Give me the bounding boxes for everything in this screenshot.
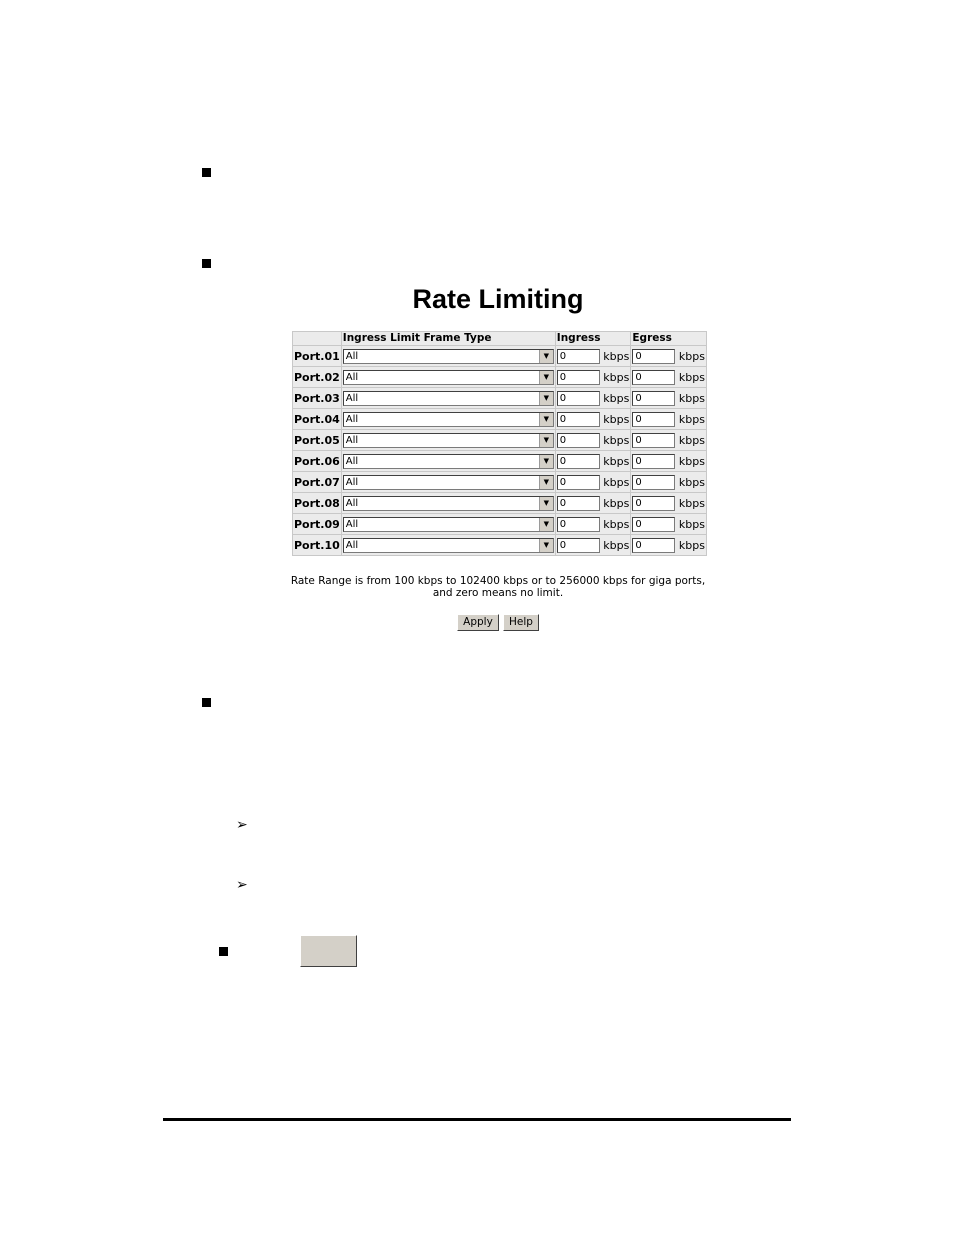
port-label: Port.02	[293, 367, 342, 388]
ingress-input[interactable]: 0	[557, 454, 600, 469]
table-row	[293, 472, 707, 493]
egress-cell	[631, 367, 707, 388]
ingress-unit: kbps	[603, 454, 630, 468]
port-label: Port.09	[293, 514, 342, 535]
table-row	[293, 514, 707, 535]
port-label: Port.04	[293, 409, 342, 430]
table-row	[293, 535, 707, 556]
egress-cell	[631, 451, 707, 472]
table-row	[293, 388, 707, 409]
egress-cell	[631, 430, 707, 451]
dropdown-arrow-icon[interactable]: ▼	[539, 539, 553, 552]
frame-type-cell	[341, 409, 555, 430]
egress-input[interactable]: 0	[632, 412, 675, 427]
frame-type-cell	[341, 367, 555, 388]
ingress-cell	[555, 409, 631, 430]
frame-type-value: All	[345, 371, 359, 383]
ingress-unit: kbps	[603, 517, 630, 531]
frame-type-select[interactable]	[343, 391, 554, 406]
ingress-input[interactable]: 0	[557, 349, 600, 364]
egress-input[interactable]: 0	[632, 454, 675, 469]
rate-range-note-line1: Rate Range is from 100 kbps to 102400 kbps or to 256000 kbps for giga ports,	[290, 575, 706, 587]
frame-type-select[interactable]	[343, 475, 554, 490]
ingress-unit: kbps	[603, 496, 630, 510]
egress-input[interactable]: 0	[632, 391, 675, 406]
frame-type-select[interactable]	[343, 538, 554, 553]
egress-cell	[631, 346, 707, 367]
ingress-unit: kbps	[603, 349, 630, 363]
ingress-cell	[555, 535, 631, 556]
dropdown-arrow-icon[interactable]: ▼	[539, 518, 553, 531]
egress-cell	[631, 514, 707, 535]
egress-cell	[631, 472, 707, 493]
frame-type-cell	[341, 388, 555, 409]
rate-range-note-line2: and zero means no limit.	[432, 587, 564, 599]
egress-input[interactable]: 0	[632, 475, 675, 490]
egress-cell	[631, 409, 707, 430]
port-label: Port.03	[293, 388, 342, 409]
frame-type-select[interactable]	[343, 496, 554, 511]
dropdown-arrow-icon[interactable]: ▼	[539, 371, 553, 384]
frame-type-cell	[341, 430, 555, 451]
dropdown-arrow-icon[interactable]: ▼	[539, 350, 553, 363]
ingress-unit: kbps	[603, 475, 630, 489]
ingress-input[interactable]: 0	[557, 538, 600, 553]
table-row	[293, 409, 707, 430]
arrow-bullet-icon: ➢	[236, 817, 248, 833]
dropdown-arrow-icon[interactable]: ▼	[539, 455, 553, 468]
frame-type-value: All	[345, 455, 359, 467]
rate-limiting-table	[292, 331, 707, 556]
footer-rule	[163, 1118, 791, 1121]
table-row	[293, 367, 707, 388]
egress-input[interactable]: 0	[632, 517, 675, 532]
frame-type-cell	[341, 493, 555, 514]
blank-button-image	[300, 935, 357, 967]
egress-input[interactable]: 0	[632, 349, 675, 364]
egress-input[interactable]: 0	[632, 370, 675, 385]
egress-cell	[631, 493, 707, 514]
frame-type-cell	[341, 346, 555, 367]
frame-type-cell	[341, 451, 555, 472]
frame-type-value: All	[345, 434, 359, 446]
table-row	[293, 493, 707, 514]
port-label: Port.06	[293, 451, 342, 472]
ingress-input[interactable]: 0	[557, 496, 600, 511]
egress-input[interactable]: 0	[632, 433, 675, 448]
ingress-input[interactable]: 0	[557, 517, 600, 532]
ingress-cell	[555, 388, 631, 409]
square-bullet-icon	[202, 168, 211, 177]
dropdown-arrow-icon[interactable]: ▼	[539, 413, 553, 426]
frame-type-value: All	[345, 392, 359, 404]
ingress-unit: kbps	[603, 538, 630, 552]
egress-unit: kbps	[678, 349, 705, 363]
ingress-cell	[555, 472, 631, 493]
frame-type-value: All	[345, 413, 359, 425]
square-bullet-icon	[219, 947, 228, 956]
frame-type-select[interactable]	[343, 517, 554, 532]
egress-input[interactable]: 0	[632, 538, 675, 553]
egress-unit: kbps	[678, 538, 705, 552]
help-button[interactable]: Help	[503, 614, 539, 631]
egress-unit: kbps	[678, 496, 705, 510]
ingress-unit: kbps	[603, 412, 630, 426]
ingress-cell	[555, 430, 631, 451]
frame-type-cell	[341, 535, 555, 556]
ingress-input[interactable]: 0	[557, 433, 600, 448]
egress-input[interactable]: 0	[632, 496, 675, 511]
egress-unit: kbps	[678, 517, 705, 531]
egress-unit: kbps	[678, 433, 705, 447]
ingress-input[interactable]: 0	[557, 370, 600, 385]
dropdown-arrow-icon[interactable]: ▼	[539, 476, 553, 489]
table-row	[293, 346, 707, 367]
port-label: Port.07	[293, 472, 342, 493]
port-label: Port.10	[293, 535, 342, 556]
port-label: Port.05	[293, 430, 342, 451]
table-header-row	[293, 332, 707, 346]
ingress-unit: kbps	[603, 433, 630, 447]
frame-type-cell	[341, 472, 555, 493]
ingress-cell	[555, 346, 631, 367]
frame-type-value: All	[345, 518, 359, 530]
frame-type-value: All	[345, 350, 359, 362]
dropdown-arrow-icon[interactable]: ▼	[539, 392, 553, 405]
dropdown-arrow-icon[interactable]: ▼	[539, 434, 553, 447]
egress-unit: kbps	[678, 391, 705, 405]
dropdown-arrow-icon[interactable]: ▼	[539, 497, 553, 510]
egress-unit: kbps	[678, 475, 705, 489]
port-label: Port.08	[293, 493, 342, 514]
port-label: Port.01	[293, 346, 342, 367]
frame-type-select[interactable]	[343, 349, 554, 364]
egress-unit: kbps	[678, 454, 705, 468]
frame-type-select[interactable]	[343, 454, 554, 469]
header-egress: Egress	[631, 332, 707, 346]
frame-type-value: All	[345, 497, 359, 509]
ingress-input[interactable]: 0	[557, 391, 600, 406]
egress-cell	[631, 535, 707, 556]
frame-type-value: All	[345, 476, 359, 488]
apply-button[interactable]: Apply	[457, 614, 499, 631]
ingress-input[interactable]: 0	[557, 412, 600, 427]
frame-type-cell	[341, 514, 555, 535]
frame-type-select[interactable]	[343, 370, 554, 385]
header-ingress: Ingress	[555, 332, 631, 346]
egress-cell	[631, 388, 707, 409]
ingress-cell	[555, 367, 631, 388]
header-frame-type: Ingress Limit Frame Type	[341, 332, 555, 346]
page-title: Rate Limiting	[412, 284, 584, 314]
ingress-input[interactable]: 0	[557, 475, 600, 490]
egress-unit: kbps	[678, 370, 705, 384]
frame-type-select[interactable]	[343, 412, 554, 427]
table-row	[293, 451, 707, 472]
egress-unit: kbps	[678, 412, 705, 426]
ingress-cell	[555, 451, 631, 472]
square-bullet-icon	[202, 259, 211, 268]
arrow-bullet-icon: ➢	[236, 877, 248, 893]
ingress-cell	[555, 514, 631, 535]
table-row	[293, 430, 707, 451]
frame-type-select[interactable]	[343, 433, 554, 448]
ingress-unit: kbps	[603, 370, 630, 384]
square-bullet-icon	[202, 698, 211, 707]
frame-type-value: All	[345, 539, 359, 551]
ingress-unit: kbps	[603, 391, 630, 405]
header-port	[293, 332, 342, 346]
ingress-cell	[555, 493, 631, 514]
